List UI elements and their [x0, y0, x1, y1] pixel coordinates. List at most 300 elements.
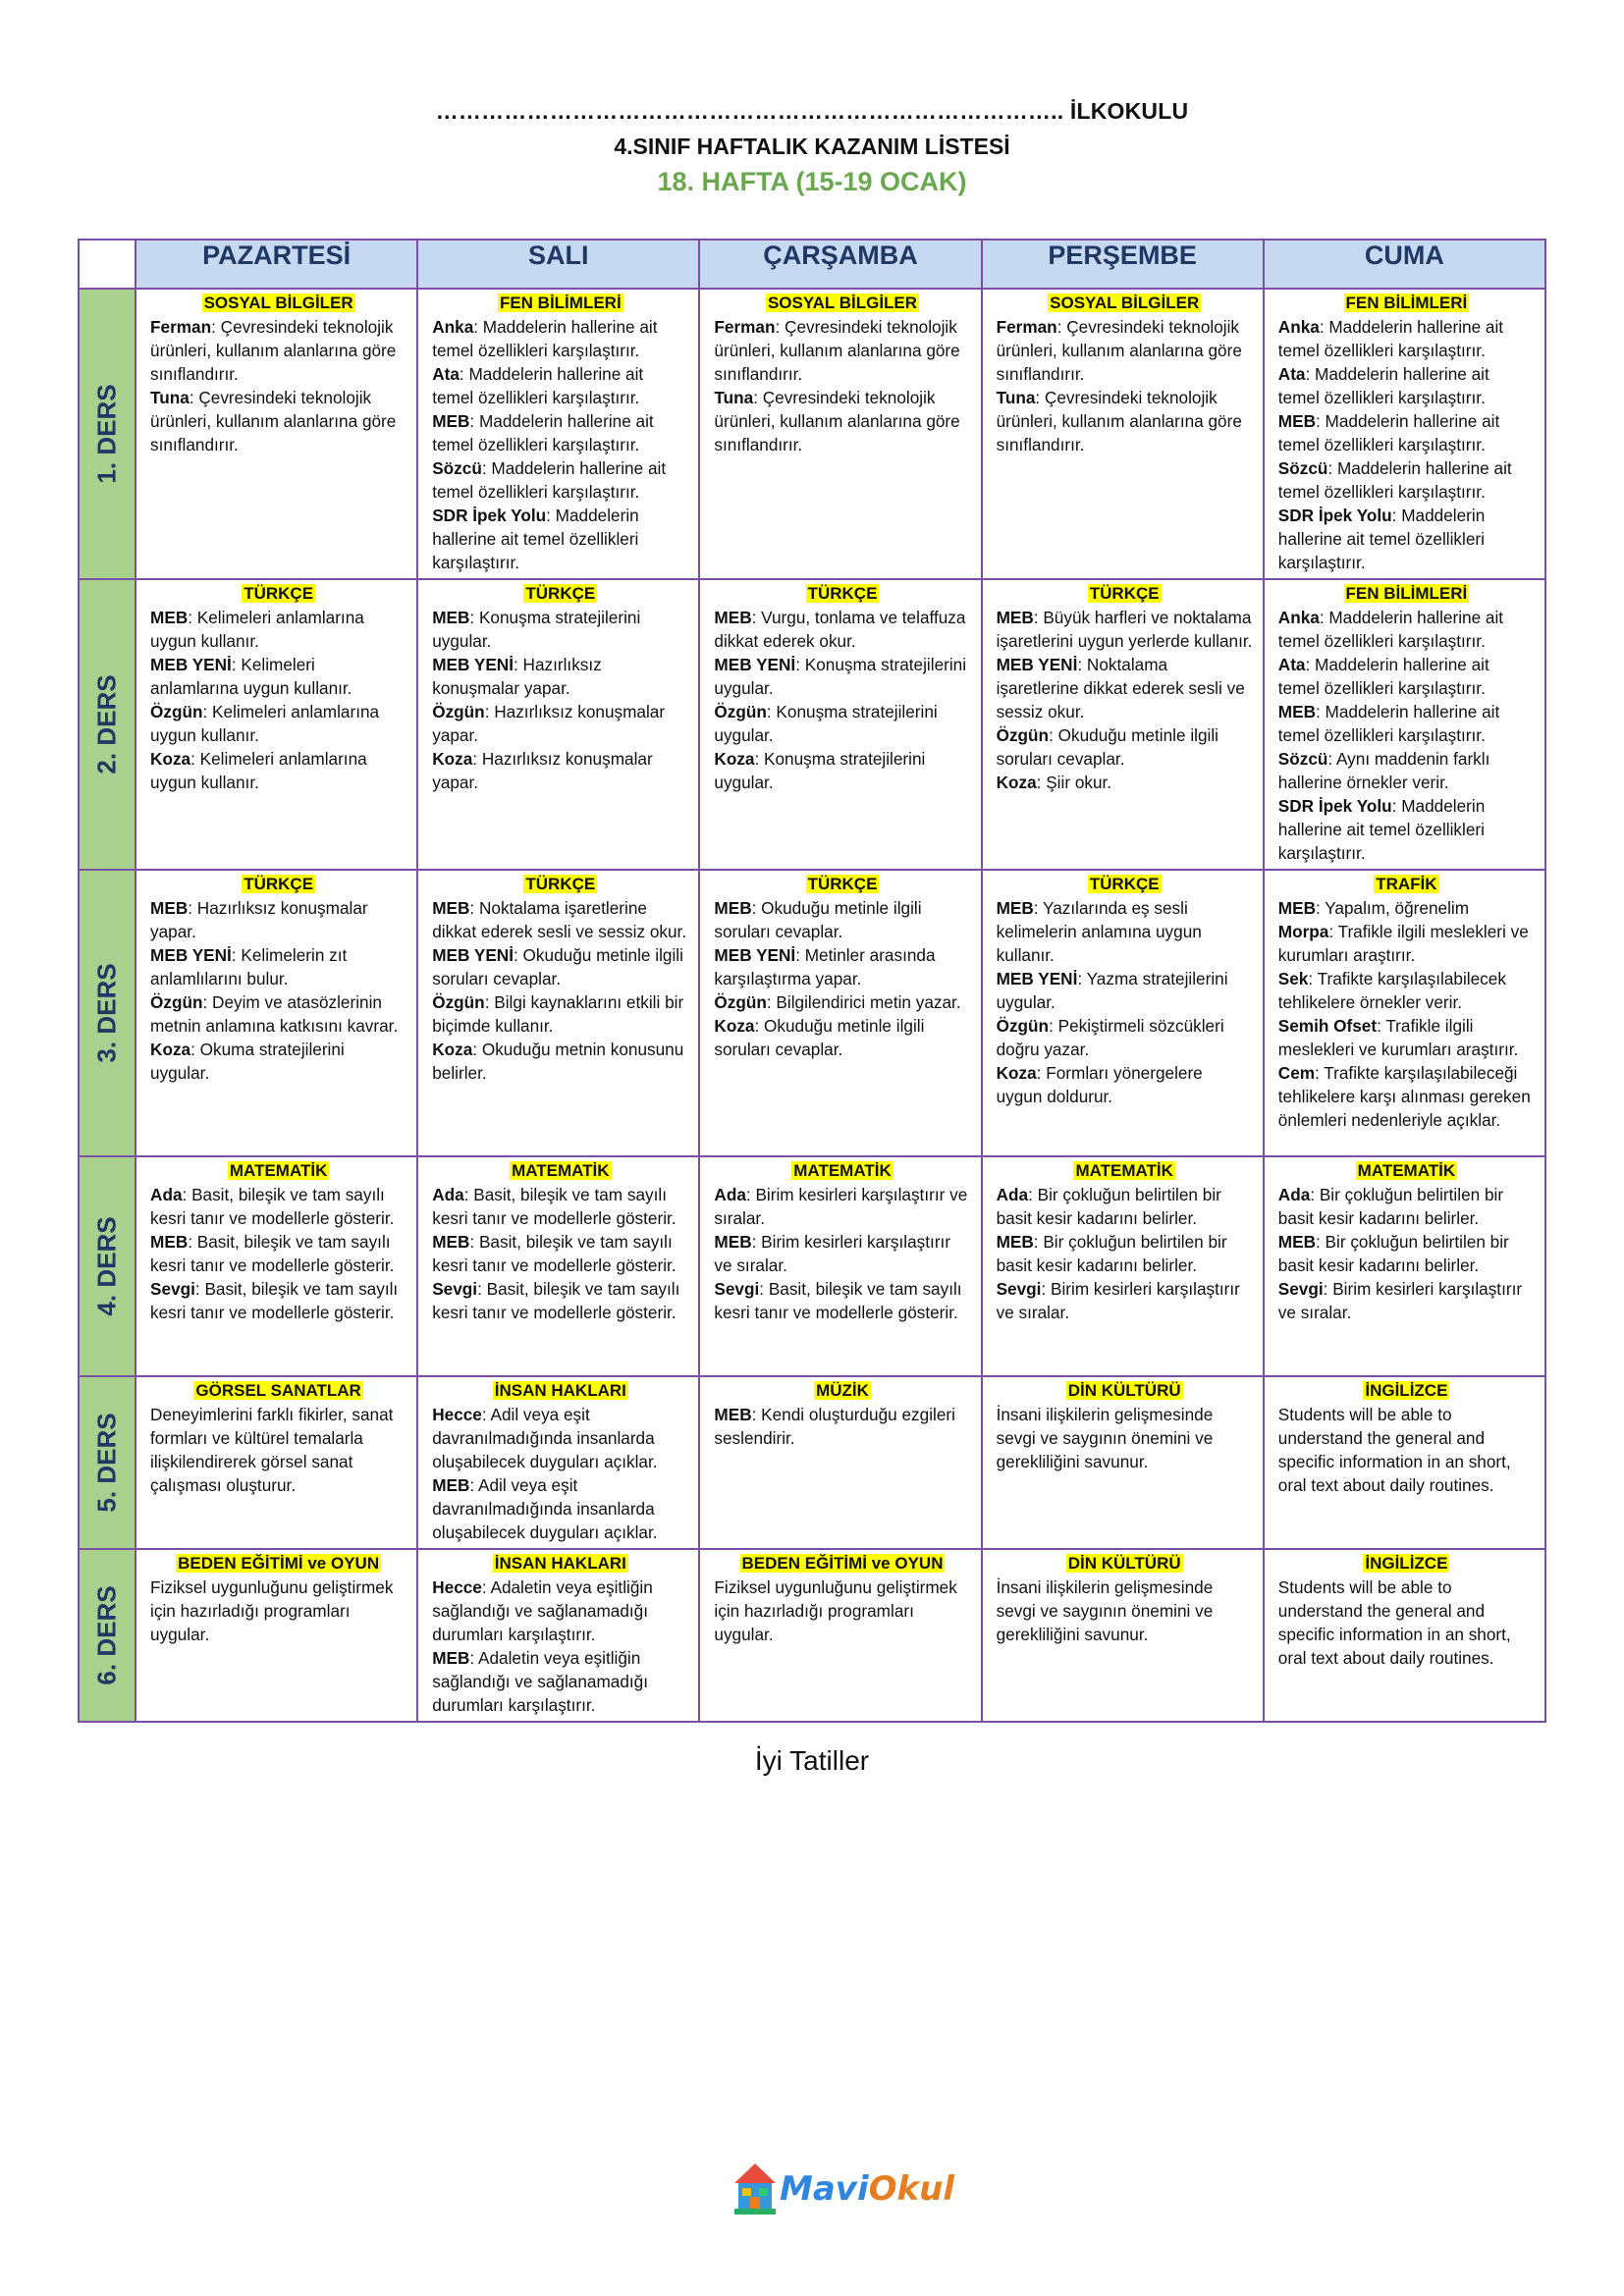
outcome-text: : Bir çokluğun belirtilen bir basit kesir kadarını belirler. — [1277, 1185, 1504, 1228]
schedule-cell — [135, 289, 417, 579]
subject-label: DİN KÜLTÜRÜ — [1067, 1554, 1181, 1573]
publisher-name: MEB — [432, 1648, 470, 1668]
outcome-entry — [1278, 1277, 1535, 1324]
lesson-label: 2. DERS — [91, 674, 122, 774]
day-header: CUMA — [1264, 240, 1545, 289]
lesson-label: 6. DERS — [91, 1585, 122, 1685]
outcome-entry — [432, 409, 688, 456]
outcome-text: : Bilgi kaynaklarını etkili bir biçimde kullanır. — [432, 992, 684, 1036]
outcome-text: : Maddelerin hallerine ait temel özellikleri karşılaştırır. — [1277, 317, 1504, 360]
subject-label: TÜRKÇE — [244, 875, 314, 893]
subject-label: TÜRKÇE — [807, 584, 878, 603]
publisher-name: Anka — [1277, 317, 1320, 337]
outcome-text: : Okuduğu metnin konusunu belirler. — [432, 1040, 684, 1083]
outcome-entry — [1278, 1061, 1535, 1132]
publisher-name: MEB — [996, 608, 1034, 627]
schedule-cell — [699, 579, 981, 870]
outcome-entry — [1278, 700, 1535, 747]
outcome-entry — [997, 1575, 1253, 1646]
lesson-label: 5. DERS — [91, 1413, 122, 1513]
outcome-text: : Yazılarında eş sesli kelimelerin anlamına uygun kullanır. — [996, 898, 1202, 965]
publisher-name: Cem — [1277, 1063, 1316, 1083]
outcome-entry — [1278, 606, 1535, 653]
outcome-entry — [432, 653, 688, 700]
outcome-entry — [714, 1014, 970, 1061]
schedule-cell — [1264, 1156, 1545, 1376]
outcome-text: : Maddelerin hallerine ait temel özellikleri karşılaştırır. — [1277, 411, 1500, 454]
outcome-text: : Yazma stratejilerini uygular. — [996, 969, 1228, 1012]
outcome-text: : Büyük harfleri ve noktalama işaretlerini uygun yerlerde kullanır. — [996, 608, 1253, 651]
outcome-text: : Maddelerin hallerine ait temel özellikleri karşılaştırır. — [432, 506, 639, 572]
publisher-name: MEB YENİ — [714, 945, 796, 965]
outcome-text: : Basit, bileşik ve tam sayılı kesri tanır ve modellerle gösterir. — [714, 1279, 962, 1322]
subject-label: MATEMATİK — [1357, 1161, 1456, 1180]
outcome-entry — [432, 362, 688, 409]
outcome-entry — [432, 896, 688, 943]
outcome-text: Students will be able to understand the general and specific information in an short, oral text about daily routines. — [1277, 1405, 1511, 1495]
publisher-name: MEB — [714, 898, 752, 918]
outcome-entry — [997, 1403, 1253, 1473]
publisher-name: MEB — [714, 1405, 752, 1424]
outcome-text: : Deyim ve atasözlerinin metnin anlamına katkısını kavrar. — [150, 992, 399, 1036]
subject-label: İNSAN HAKLARI — [494, 1554, 626, 1573]
house-icon — [732, 2162, 778, 2218]
outcome-entry — [997, 653, 1253, 723]
publisher-name: Ferman — [996, 317, 1057, 337]
publisher-name: Hecce — [432, 1577, 482, 1597]
outcome-entry — [714, 1183, 970, 1230]
outcome-text: : Çevresindeki teknolojik ürünleri, kullanım alanlarına göre sınıflandırır. — [150, 317, 397, 384]
outcome-text: : Çevresindeki teknolojik ürünleri, kullanım alanlarına göre sınıflandırır. — [714, 317, 960, 384]
outcome-entry — [714, 1575, 970, 1646]
publisher-name: Özgün — [714, 992, 767, 1012]
publisher-name: Ada — [432, 1185, 464, 1204]
publisher-name: MEB — [432, 1232, 470, 1252]
day-header: SALI — [417, 240, 699, 289]
schedule-cell — [135, 1549, 417, 1722]
outcome-entry — [150, 1575, 406, 1646]
publisher-name: Ata — [1277, 655, 1306, 674]
outcome-entry — [150, 700, 406, 747]
outcome-entry — [997, 1014, 1253, 1061]
schedule-cell — [417, 870, 699, 1156]
publisher-name: Tuna — [150, 388, 189, 407]
outcome-text: : Bir çokluğun belirtilen bir basit kesir kadarını belirler. — [996, 1232, 1227, 1275]
outcome-text: : Maddelerin hallerine ait temel özellikleri karşılaştırır. — [1277, 796, 1486, 863]
outcome-entry — [997, 723, 1253, 771]
publisher-name: SDR İpek Yolu — [1277, 506, 1392, 525]
publisher-name: SDR İpek Yolu — [1277, 796, 1392, 816]
publisher-name: Özgün — [432, 702, 485, 721]
schedule-cell — [982, 289, 1264, 579]
outcome-text: İnsani ilişkilerin gelişmesinde sevgi ve saygının önemini ve gerekliliğini savunur. — [996, 1405, 1214, 1471]
outcome-entry — [432, 1277, 688, 1324]
publisher-name: Ada — [714, 1185, 746, 1204]
lesson-row — [79, 579, 1545, 870]
outcome-entry — [432, 700, 688, 747]
outcome-entry — [997, 771, 1253, 794]
outcome-text: Fiziksel uygunluğunu geliştirmek için hazırladığı programları uygular. — [714, 1577, 957, 1644]
outcome-text: Fiziksel uygunluğunu geliştirmek için hazırladığı programları uygular. — [150, 1577, 394, 1644]
outcome-text: : Aynı maddenin farklı hallerine örnekler verir. — [1277, 749, 1490, 792]
outcome-entry — [432, 1473, 688, 1544]
publisher-name: Sevgi — [996, 1279, 1042, 1299]
day-header: ÇARŞAMBA — [699, 240, 981, 289]
schedule-cell — [417, 289, 699, 579]
publisher-name: MEB — [1277, 702, 1316, 721]
outcome-entry — [1278, 896, 1535, 920]
subject-label: İNGİLİZCE — [1365, 1554, 1448, 1573]
publisher-name: MEB — [432, 608, 470, 627]
outcome-entry — [432, 315, 688, 362]
lesson-label-cell — [79, 870, 135, 1156]
publisher-name: Özgün — [714, 702, 767, 721]
outcome-text: : Maddelerin hallerine ait temel özellikleri karşılaştırır. — [432, 364, 644, 407]
day-header: PERŞEMBE — [982, 240, 1264, 289]
publisher-name: Koza — [432, 1040, 473, 1059]
outcome-entry — [714, 943, 970, 990]
publisher-name: MEB — [150, 608, 189, 627]
outcome-text: : Bir çokluğun belirtilen bir basit kesir kadarını belirler. — [996, 1185, 1221, 1228]
lesson-label: 4. DERS — [91, 1216, 122, 1316]
outcome-text: : Maddelerin hallerine ait temel özellikleri karşılaştırır. — [432, 411, 654, 454]
publisher-name: MEB — [432, 411, 470, 431]
outcome-text: : Basit, bileşik ve tam sayılı kesri tanır ve modellerle gösterir. — [150, 1232, 395, 1275]
publisher-name: SDR İpek Yolu — [432, 506, 547, 525]
school-name: ……………………………………………………………………….. İLKOKULU — [435, 98, 1189, 124]
publisher-name: Ferman — [150, 317, 212, 337]
publisher-name: Ada — [996, 1185, 1029, 1204]
outcome-entry — [997, 967, 1253, 1014]
publisher-name: Anka — [432, 317, 474, 337]
subject-label: FEN BİLİMLERİ — [1345, 584, 1468, 603]
outcome-entry — [997, 1061, 1253, 1108]
publisher-name: MEB YENİ — [150, 655, 232, 674]
publisher-name: Koza — [996, 773, 1037, 792]
outcome-entry — [714, 315, 970, 386]
publisher-name: Koza — [432, 749, 473, 769]
outcome-entry — [997, 1183, 1253, 1230]
publisher-name: Morpa — [1277, 922, 1329, 941]
schedule-cell — [135, 1376, 417, 1549]
outcome-entry — [432, 1575, 688, 1646]
outcome-text: : Hazırlıksız konuşmalar yapar. — [150, 898, 368, 941]
outcome-text: : Konuşma stratejilerini uygular. — [714, 702, 938, 745]
schedule-cell — [699, 870, 981, 1156]
outcome-entry — [432, 456, 688, 504]
publisher-name: MEB — [1277, 1232, 1316, 1252]
outcome-entry — [1278, 1575, 1535, 1670]
outcome-entry — [432, 943, 688, 990]
schedule-cell — [982, 1376, 1264, 1549]
publisher-name: Tuna — [996, 388, 1036, 407]
publisher-name: MEB YENİ — [150, 945, 232, 965]
outcome-entry — [997, 1277, 1253, 1324]
publisher-name: Ata — [432, 364, 460, 384]
subject-label: SOSYAL BİLGİLER — [203, 294, 353, 312]
outcome-text: : Maddelerin hallerine ait temel özellikleri karşılaştırır. — [1277, 506, 1486, 572]
outcome-text: : Basit, bileşik ve tam sayılı kesri tanır ve modellerle gösterir. — [432, 1232, 677, 1275]
subject-label: İNSAN HAKLARI — [494, 1381, 626, 1400]
outcome-text: Students will be able to understand the general and specific information in an short, oral text about daily routines. — [1277, 1577, 1511, 1668]
outcome-text: : Metinler arasında karşılaştırma yapar. — [714, 945, 936, 988]
outcome-text: : Maddelerin hallerine ait temel özellikleri karşılaştırır. — [1277, 458, 1512, 502]
outcome-entry — [150, 896, 406, 943]
outcome-text: İnsani ilişkilerin gelişmesinde sevgi ve saygının önemini ve gerekliliğini savunur. — [996, 1577, 1214, 1644]
outcome-text: : Kelimeleri anlamlarına uygun kullanır. — [150, 655, 352, 698]
outcome-entry — [150, 1183, 406, 1230]
outcome-text: : Birim kesirleri karşılaştırır ve sıralar. — [1277, 1279, 1523, 1322]
publisher-name: Özgün — [996, 1016, 1050, 1036]
subject-label: TÜRKÇE — [525, 584, 596, 603]
subject-label: TÜRKÇE — [1089, 875, 1160, 893]
outcome-entry — [714, 747, 970, 794]
outcome-text: : Trafikle ilgili meslekleri ve kurumları araştırır. — [1277, 922, 1529, 965]
outcome-entry — [1278, 1014, 1535, 1061]
corner-cell — [79, 240, 135, 289]
outcome-text: : Birim kesirleri karşılaştırır ve sıralar. — [714, 1232, 951, 1275]
schedule-cell — [417, 1376, 699, 1549]
publisher-name: MEB YENİ — [432, 655, 514, 674]
subject-label: İNGİLİZCE — [1365, 1381, 1448, 1400]
outcome-text: : Konuşma stratejilerini uygular. — [714, 749, 926, 792]
lesson-label: 1. DERS — [91, 384, 122, 484]
outcome-entry — [997, 386, 1253, 456]
subject-label: TRAFİK — [1376, 875, 1437, 893]
publisher-name: Koza — [150, 1040, 191, 1059]
publisher-name: Anka — [1277, 608, 1320, 627]
publisher-name: Semih Ofset — [1277, 1016, 1378, 1036]
outcome-entry — [997, 315, 1253, 386]
publisher-name: Ata — [1277, 364, 1306, 384]
outcome-entry — [1278, 504, 1535, 574]
outcome-text: : Noktalama işaretlerine dikkat ederek sesli ve sessiz okur. — [996, 655, 1245, 721]
publisher-name: MEB — [996, 1232, 1034, 1252]
lesson-row — [79, 289, 1545, 579]
lesson-row — [79, 1376, 1545, 1549]
outcome-text: : Maddelerin hallerine ait temel özellikleri karşılaştırır. — [432, 317, 658, 360]
outcome-entry — [150, 1038, 406, 1085]
outcome-text: : Hazırlıksız konuşmalar yapar. — [432, 655, 602, 698]
mavi-okul-logo — [732, 2162, 954, 2224]
publisher-name: MEB — [996, 898, 1034, 918]
outcome-text: : Okuma stratejilerini uygular. — [150, 1040, 345, 1083]
outcome-text: : Maddelerin hallerine ait temel özellikleri karşılaştırır. — [1277, 364, 1489, 407]
publisher-name: Sözcü — [1277, 749, 1328, 769]
outcome-text: : Kelimelerin zıt anlamlılarını bulur. — [150, 945, 348, 988]
schedule-cell — [699, 289, 981, 579]
outcome-text: : Kelimeleri anlamlarına uygun kullanır. — [150, 702, 380, 745]
outcome-entry — [150, 606, 406, 653]
outcome-entry — [432, 747, 688, 794]
outcome-text: : Konuşma stratejilerini uygular. — [714, 655, 967, 698]
outcome-entry — [432, 1646, 688, 1717]
schedule-cell — [135, 870, 417, 1156]
outcome-text: : Hazırlıksız konuşmalar yapar. — [432, 702, 666, 745]
outcome-text: : Konuşma stratejilerini uygular. — [432, 608, 641, 651]
outcome-text: : Noktalama işaretlerine dikkat ederek sesli ve sessiz okur. — [432, 898, 687, 941]
subject-label: BEDEN EĞİTİMİ ve OYUN — [741, 1554, 944, 1573]
outcome-text: : Adaletin veya eşitliğin sağlandığı ve sağlanamadığı durumları karşılaştırır. — [432, 1648, 648, 1715]
outcome-text: : Pekiştirmeli sözcükleri doğru yazar. — [996, 1016, 1224, 1059]
publisher-name: Ada — [1277, 1185, 1311, 1204]
publisher-name: Hecce — [432, 1405, 482, 1424]
outcome-entry — [432, 1183, 688, 1230]
subject-label: BEDEN EĞİTİMİ ve OYUN — [178, 1554, 380, 1573]
outcome-text: : Çevresindeki teknolojik ürünleri, kullanım alanlarına göre sınıflandırır. — [714, 388, 960, 454]
outcome-entry — [1278, 967, 1535, 1014]
publisher-name: Koza — [714, 749, 755, 769]
outcome-entry — [997, 896, 1253, 967]
publisher-name: Sözcü — [1277, 458, 1328, 478]
subject-label: TÜRKÇE — [1089, 584, 1160, 603]
outcome-entry — [714, 606, 970, 653]
outcome-text: : Hazırlıksız konuşmalar yapar. — [432, 749, 653, 792]
outcome-entry — [1278, 315, 1535, 362]
publisher-name: Sek — [1277, 969, 1309, 988]
schedule-cell — [699, 1156, 981, 1376]
outcome-entry — [432, 1230, 688, 1277]
schedule-cell — [1264, 289, 1545, 579]
outcome-entry — [1278, 456, 1535, 504]
outcome-text: : Yapalım, öğrenelim — [1315, 898, 1470, 918]
subject-label: GÖRSEL SANATLAR — [195, 1381, 361, 1400]
outcome-text: : Trafikte karşılaşılabileceği tehlikelere karşı alınması gereken önlemleri nedenleriyle açıklar. — [1277, 1063, 1531, 1130]
schedule-cell — [135, 579, 417, 870]
day-header: PAZARTESİ — [135, 240, 417, 289]
outcome-entry — [1278, 794, 1535, 865]
publisher-name: Ada — [150, 1185, 183, 1204]
outcome-text: : Okuduğu metinle ilgili soruları cevaplar. — [996, 725, 1218, 769]
outcome-text: : Basit, bileşik ve tam sayılı kesri tanır ve modellerle gösterir. — [150, 1279, 399, 1322]
outcome-entry — [1278, 653, 1535, 700]
schedule-cell — [699, 1376, 981, 1549]
outcome-text: : Okuduğu metinle ilgili soruları cevaplar. — [714, 1016, 925, 1059]
outcome-text: : Çevresindeki teknolojik ürünleri, kullanım alanlarına göre sınıflandırır. — [996, 317, 1242, 384]
publisher-name: Koza — [150, 749, 191, 769]
schedule-cell — [982, 1549, 1264, 1722]
outcome-entry — [1278, 409, 1535, 456]
outcome-text: : Bilgilendirici metin yazar. — [766, 992, 961, 1012]
outcome-entry — [150, 315, 406, 386]
outcome-entry — [150, 1403, 406, 1497]
outcome-text: : Maddelerin hallerine ait temel özellikleri karşılaştırır. — [1277, 702, 1500, 745]
outcome-entry — [150, 747, 406, 794]
outcome-text: : Şiir okur. — [1036, 773, 1112, 792]
publisher-name: MEB — [1277, 411, 1316, 431]
publisher-name: Tuna — [714, 388, 754, 407]
schedule-cell — [982, 1156, 1264, 1376]
lesson-row — [79, 1549, 1545, 1722]
outcome-entry — [1278, 362, 1535, 409]
subject-label: MATEMATİK — [229, 1161, 328, 1180]
outcome-text: Deneyimlerini farklı fikirler, sanat formları ve kültürel temalarla ilişkilendirerek görsel sanat çalışması oluşturur. — [150, 1405, 394, 1495]
publisher-name: Sevgi — [1277, 1279, 1324, 1299]
logo-text: MaviOkul — [780, 2169, 954, 2209]
publisher-name: MEB — [432, 898, 470, 918]
schedule-cell — [417, 579, 699, 870]
outcome-entry — [150, 943, 406, 990]
outcome-text: : Çevresindeki teknolojik ürünleri, kullanım alanlarına göre sınıflandırır. — [996, 388, 1242, 454]
subject-label: FEN BİLİMLERİ — [1345, 294, 1468, 312]
subject-label: TÜRKÇE — [244, 584, 314, 603]
publisher-name: MEB YENİ — [996, 969, 1078, 988]
outcome-entry — [714, 1403, 970, 1450]
schedule-cell — [1264, 579, 1545, 870]
outcome-entry — [714, 386, 970, 456]
publisher-name: MEB — [150, 898, 189, 918]
outcome-entry — [1278, 1403, 1535, 1497]
publisher-name: MEB — [1277, 898, 1316, 918]
schedule-cell — [135, 1156, 417, 1376]
outcome-text: : Basit, bileşik ve tam sayılı kesri tanır ve modellerle gösterir. — [432, 1185, 677, 1228]
subject-label: SOSYAL BİLGİLER — [1050, 294, 1200, 312]
publisher-name: Ferman — [714, 317, 776, 337]
schedule-cell — [982, 870, 1264, 1156]
outcome-text: : Maddelerin hallerine ait temel özellikleri karşılaştırır. — [1277, 608, 1504, 651]
outcome-text: : Trafikte karşılaşılabilecek tehlikelere örnekler verir. — [1277, 969, 1506, 1012]
publisher-name: Sevgi — [432, 1279, 478, 1299]
outcome-text: : Kelimeleri anlamlarına uygun kullanır. — [150, 608, 364, 651]
publisher-name: MEB — [714, 1232, 752, 1252]
outcome-entry — [150, 1230, 406, 1277]
outcome-entry — [150, 386, 406, 456]
subject-label: TÜRKÇE — [807, 875, 878, 893]
lesson-label: 3. DERS — [91, 963, 122, 1063]
lesson-label-cell — [79, 579, 135, 870]
outcome-entry — [432, 1403, 688, 1473]
schedule-cell — [982, 579, 1264, 870]
publisher-name: MEB YENİ — [996, 655, 1078, 674]
lesson-row — [79, 870, 1545, 1156]
outcome-text: : Adil veya eşit davranılmadığında insanlarda oluşabilecek duyguları açıklar. — [432, 1405, 658, 1471]
outcome-text: : Vurgu, tonlama ve telaffuza dikkat ederek okur. — [714, 608, 966, 651]
closing-note: İyi Tatiller — [754, 1745, 870, 1776]
publisher-name: Sözcü — [432, 458, 482, 478]
document-title: 4.SINIF HAFTALIK KAZANIM LİSTESİ — [614, 133, 1010, 159]
publisher-name: MEB YENİ — [432, 945, 514, 965]
outcome-text: : Birim kesirleri karşılaştırır ve sıralar. — [714, 1185, 968, 1228]
outcome-entry — [150, 1277, 406, 1324]
publisher-name: Sevgi — [150, 1279, 195, 1299]
outcome-text: : Maddelerin hallerine ait temel özellikleri karşılaştırır. — [1277, 655, 1489, 698]
outcome-text: : Formları yönergelere uygun doldurur. — [996, 1063, 1203, 1106]
lesson-label-cell — [79, 1549, 135, 1722]
subject-label: TÜRKÇE — [525, 875, 596, 893]
schedule-cell — [1264, 870, 1545, 1156]
schedule-cell — [699, 1549, 981, 1722]
publisher-name: Koza — [996, 1063, 1037, 1083]
outcome-text: : Adaletin veya eşitliğin sağlandığı ve sağlanamadığı durumları karşılaştırır. — [432, 1577, 653, 1644]
subject-label: FEN BİLİMLERİ — [499, 294, 622, 312]
outcome-text: : Bir çokluğun belirtilen bir basit kesir kadarını belirler. — [1277, 1232, 1509, 1275]
outcome-text: : Maddelerin hallerine ait temel özellikleri karşılaştırır. — [432, 458, 667, 502]
publisher-name: MEB — [432, 1475, 470, 1495]
outcome-entry — [997, 1230, 1253, 1277]
outcome-entry — [432, 504, 688, 574]
subject-label: DİN KÜLTÜRÜ — [1067, 1381, 1181, 1400]
outcome-entry — [714, 700, 970, 747]
schedule-cell — [417, 1156, 699, 1376]
outcome-text: : Okuduğu metinle ilgili soruları cevaplar. — [432, 945, 683, 988]
outcome-entry — [150, 990, 406, 1038]
subject-label: SOSYAL BİLGİLER — [767, 294, 918, 312]
outcome-text: : Birim kesirleri karşılaştırır ve sıralar. — [996, 1279, 1240, 1322]
outcome-text: : Kendi oluşturduğu ezgileri seslendirir. — [714, 1405, 955, 1448]
outcome-entry — [714, 653, 970, 700]
outcome-entry — [1278, 747, 1535, 794]
outcome-entry — [432, 606, 688, 653]
